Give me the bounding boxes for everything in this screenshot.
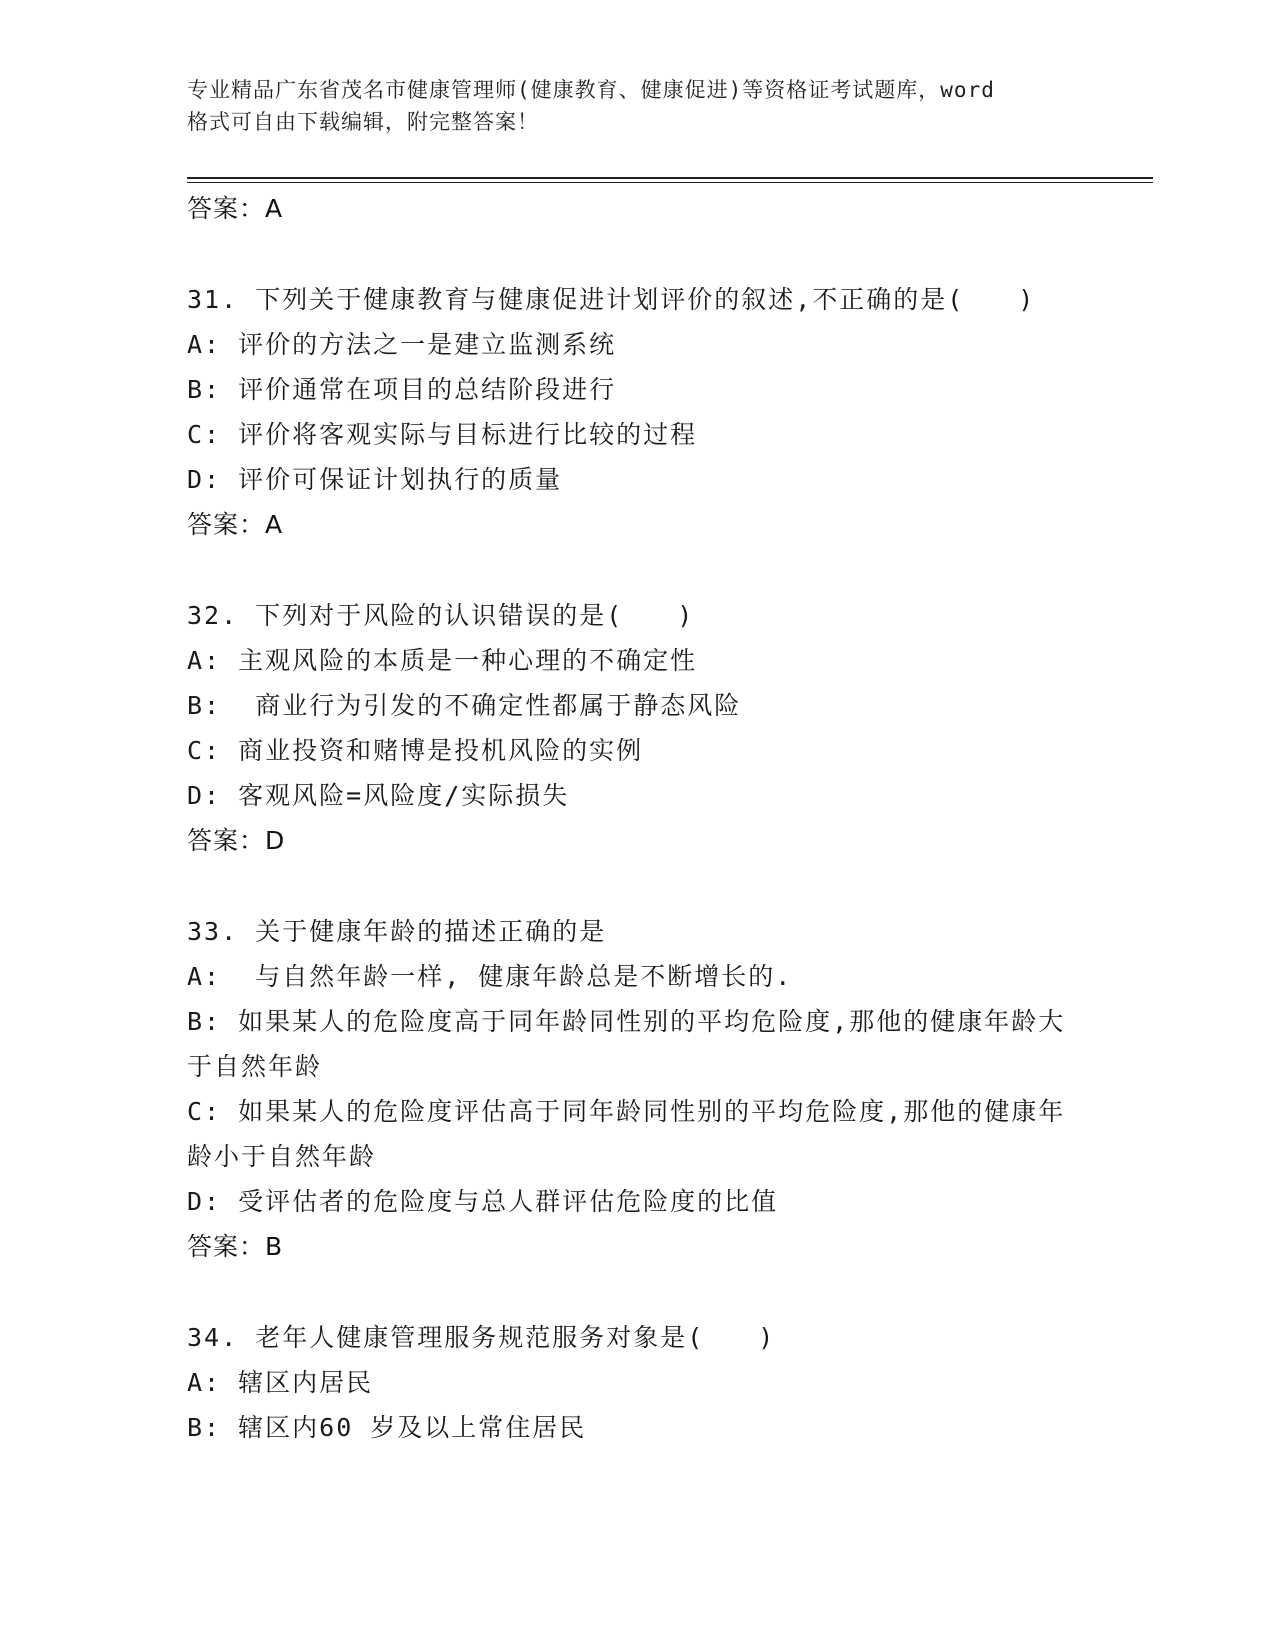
option-b: B: 评价通常在项目的总结阶段进行 [187,375,617,404]
option-d: D: 受评估者的危险度与总人群评估危险度的比值 [187,1187,779,1216]
option-a: A: 评价的方法之一是建立监测系统 [187,330,617,359]
header-line-1: 专业精品广东省茂名市健康管理师(健康教育、健康促进)等资格证考试题库，word [187,78,995,102]
question-stem: 32. 下列对于风险的认识错误的是( ) [187,601,695,630]
spacer [187,231,1087,277]
header-line-2: 格式可自由下载编辑，附完整答案！ [187,110,539,134]
answer-line: 答案：A [187,510,284,539]
question-stem: 31. 下列关于健康教育与健康促进计划评价的叙述,不正确的是( ) [187,285,1036,314]
option-b: B: 辖区内60 岁及以上常住居民 [187,1413,587,1442]
question-stem: 34. 老年人健康管理服务规范服务对象是( ) [187,1323,776,1352]
question-block [187,909,1087,1269]
question-block [187,277,1087,547]
spacer [187,547,1087,593]
header-rule-thick [187,177,1153,179]
option-c: C: 如果某人的危险度评估高于同年龄同性别的平均危险度,那他的健康年龄小于自然年龄 [187,1097,1066,1171]
question-block [187,1315,1087,1450]
question-stem: 33. 关于健康年龄的描述正确的是 [187,917,607,946]
answer-line: 答案：B [187,1232,284,1261]
question-content [187,186,1087,1450]
option-d: D: 评价可保证计划执行的质量 [187,465,563,494]
option-a: A: 与自然年龄一样, 健康年龄总是不断增长的. [187,962,793,991]
answer-line: 答案：D [187,826,286,855]
page-header [187,74,1087,138]
option-c: C: 评价将客观实际与目标进行比较的过程 [187,420,698,449]
answer-line: 答案：A [187,194,284,223]
header-rule-thin [187,182,1153,183]
spacer [187,1269,1087,1315]
option-a: A: 辖区内居民 [187,1368,374,1397]
option-b: B: 商业行为引发的不确定性都属于静态风险 [187,691,742,720]
question-block [187,593,1087,863]
option-c: C: 商业投资和赌博是投机风险的实例 [187,736,644,765]
spacer [187,863,1087,909]
option-b: B: 如果某人的危险度高于同年龄同性别的平均危险度,那他的健康年龄大于自然年龄 [187,1007,1066,1081]
option-d: D: 客观风险=风险度/实际损失 [187,781,570,810]
option-a: A: 主观风险的本质是一种心理的不确定性 [187,646,698,675]
